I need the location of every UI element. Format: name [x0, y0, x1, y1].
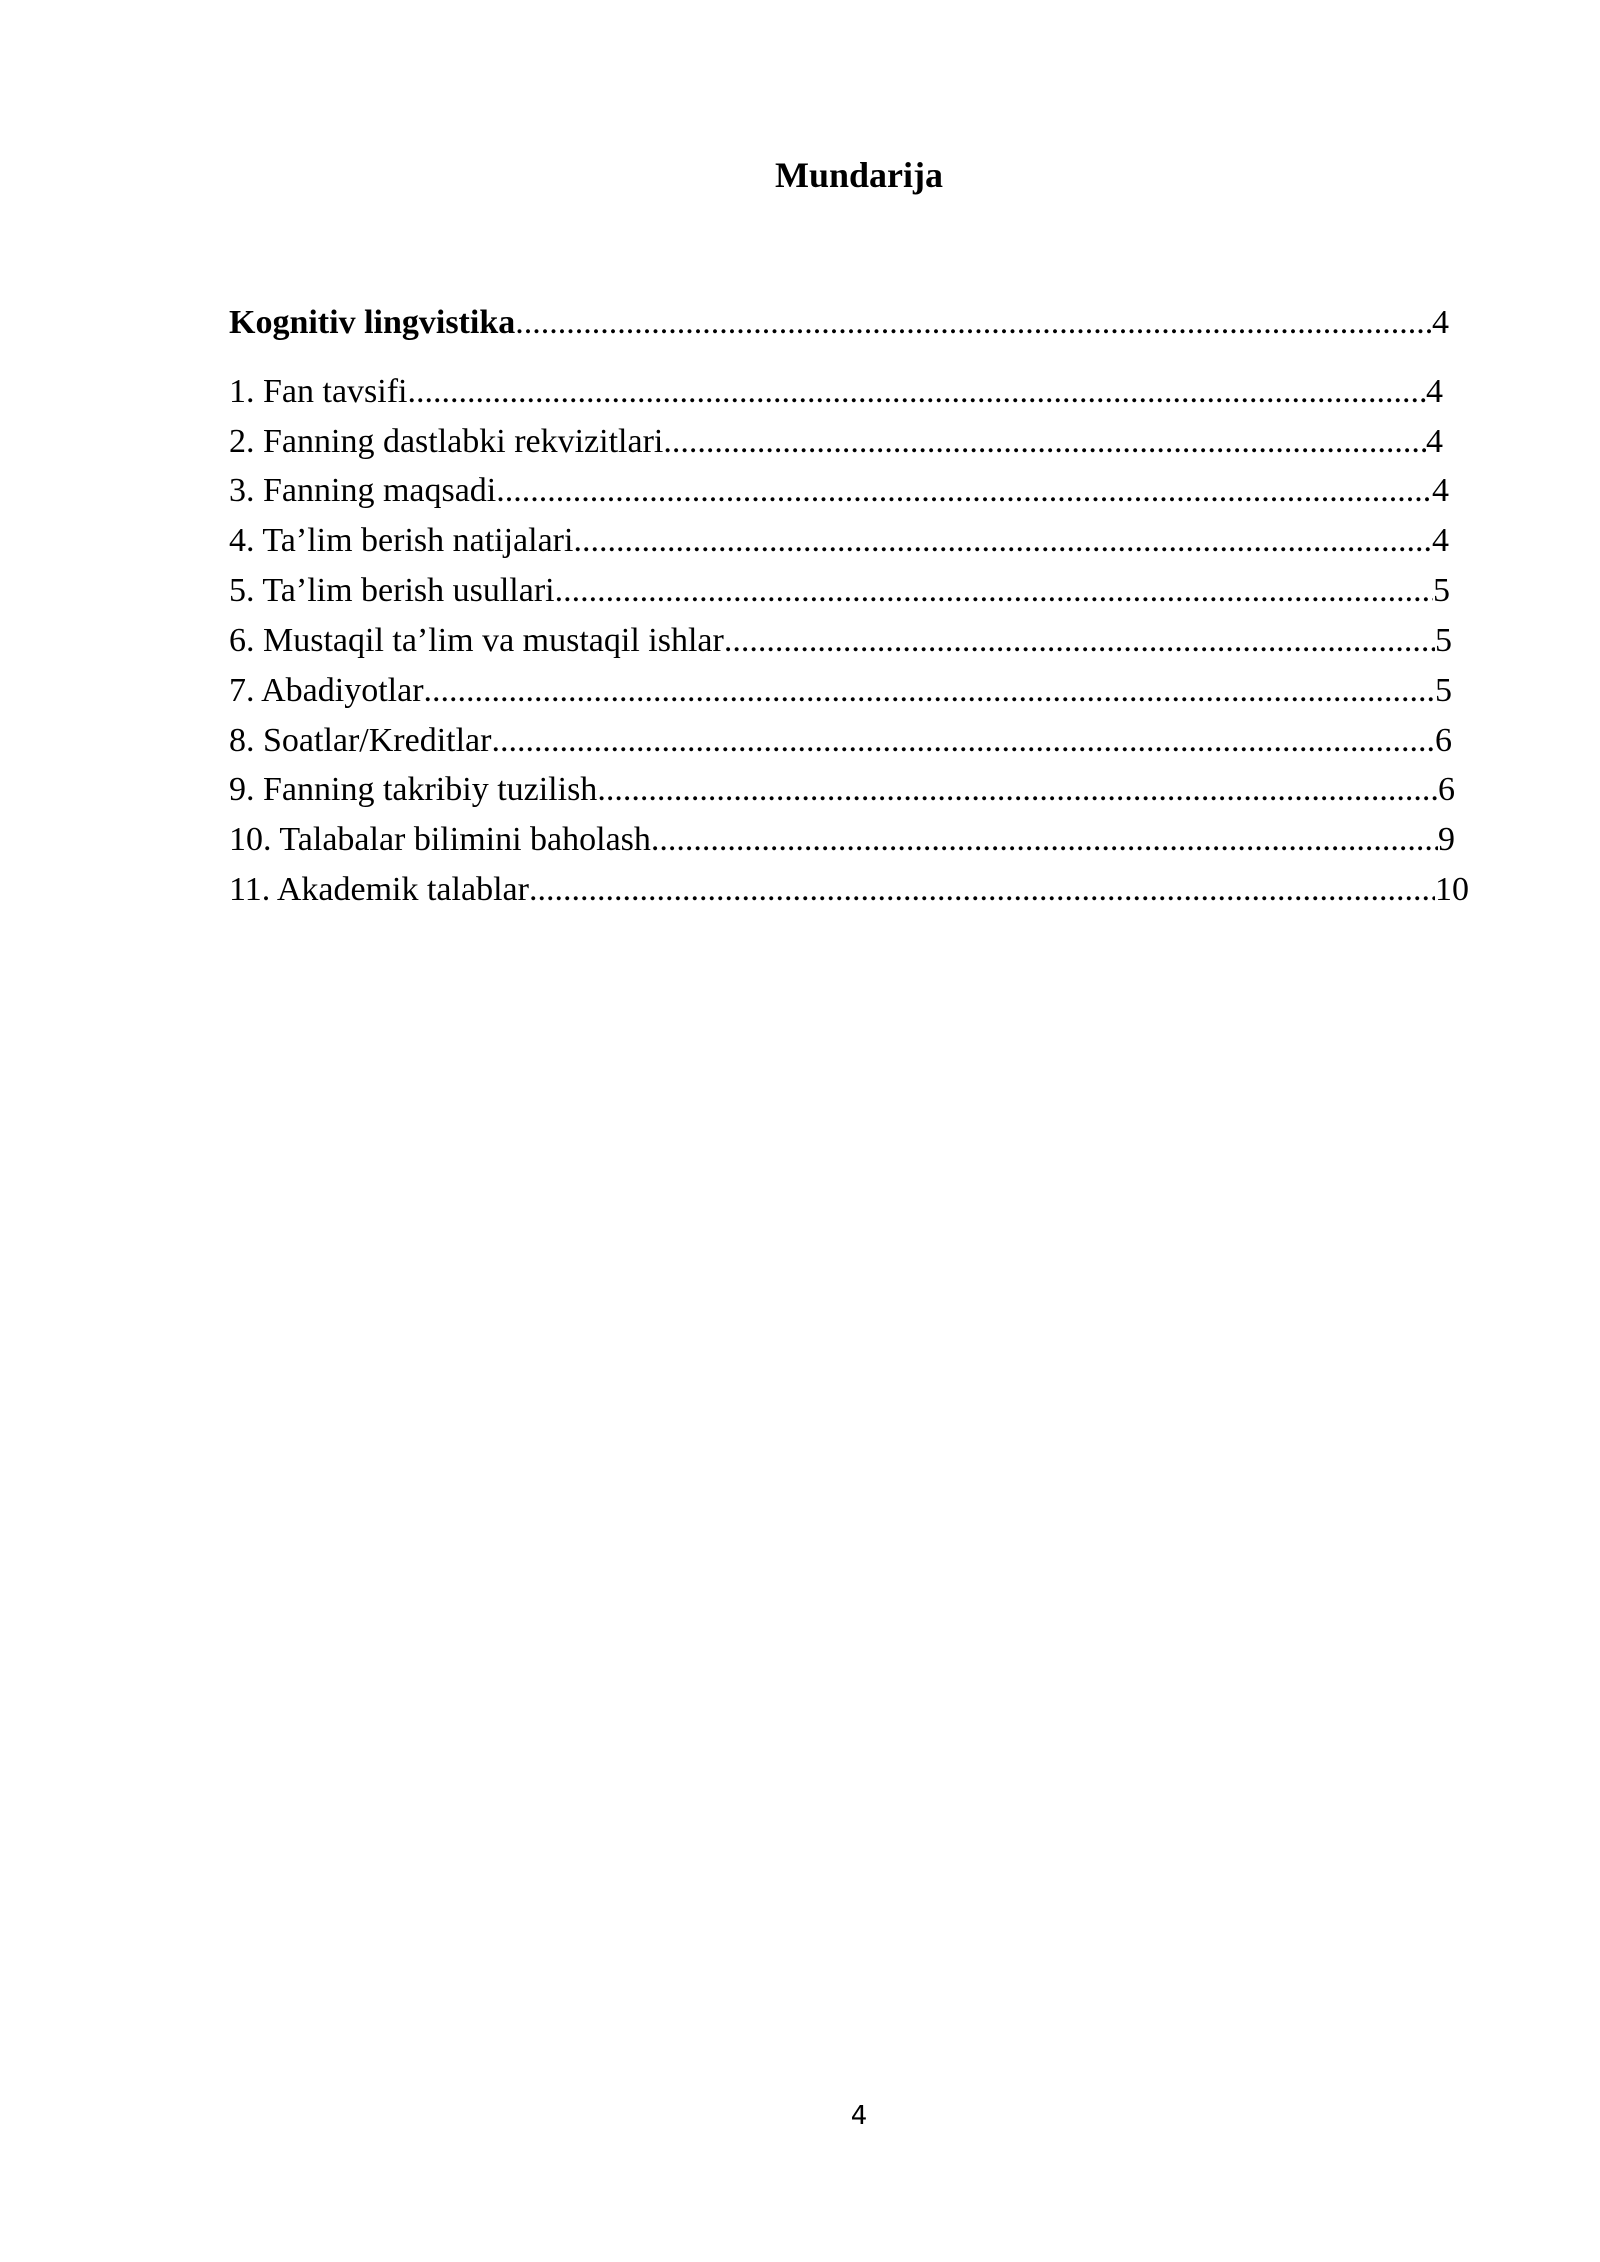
toc-item-page: 4 [1432, 472, 1449, 509]
toc-leader [597, 766, 1438, 814]
toc-item-page: 10 [1435, 871, 1469, 908]
toc-item [229, 567, 1450, 615]
toc-main-label: Kognitiv lingvistika [229, 304, 516, 341]
page-title: Mundarija [774, 155, 943, 195]
toc-leader [651, 816, 1438, 864]
toc-item [229, 467, 1449, 515]
toc-leader [424, 667, 1435, 715]
toc-leader [491, 717, 1435, 765]
toc-item [229, 368, 1443, 416]
toc-item-page: 4 [1432, 522, 1449, 559]
toc-item [229, 517, 1449, 565]
toc-item [229, 816, 1455, 864]
toc-item-page: 6 [1438, 771, 1455, 808]
toc-item-page: 5 [1435, 622, 1452, 659]
toc-item-label: 5. Ta’lim berish usullari [229, 572, 555, 609]
toc-item [229, 717, 1452, 765]
toc-item-page: 5 [1433, 572, 1450, 609]
toc-item-label: 10. Talabalar bilimini baholash [229, 821, 651, 858]
toc-item-page: 9 [1438, 821, 1455, 858]
toc-item-label: 11. Akademik talablar [229, 871, 529, 908]
toc-item-page: 4 [1426, 373, 1443, 410]
page-number: 4 [850, 2101, 868, 2131]
toc-main-page: 4 [1432, 304, 1449, 341]
toc-leader [555, 567, 1433, 615]
toc-main-entry [229, 299, 1449, 347]
toc-leader [573, 517, 1432, 565]
toc-item-label: 6. Mustaqil ta’lim va mustaqil ishlar [229, 622, 724, 659]
toc-item [229, 766, 1455, 814]
toc-item-page: 6 [1435, 722, 1452, 759]
toc-leader [496, 467, 1432, 515]
toc-item-label: 9. Fanning takribiy tuzilish [229, 771, 598, 808]
toc-leader [407, 368, 1426, 416]
toc-leader [663, 418, 1426, 466]
toc-leader [529, 866, 1435, 914]
toc-leader [724, 617, 1435, 665]
toc-item [229, 667, 1452, 715]
toc-item-label: 4. Ta’lim berish natijalari [229, 522, 574, 559]
toc-item-label: 3. Fanning maqsadi [229, 472, 497, 509]
toc-item-label: 7. Abadiyotlar [229, 672, 424, 709]
toc-item [229, 866, 1469, 914]
toc-item [229, 617, 1452, 665]
toc-item-label: 2. Fanning dastlabki rekvizitlari [229, 423, 664, 460]
toc-item-page: 4 [1426, 423, 1443, 460]
toc-item-page: 5 [1435, 672, 1452, 709]
toc-item-label: 1. Fan tavsifi [229, 373, 408, 410]
toc-leader [515, 299, 1432, 347]
toc-item [229, 418, 1443, 466]
toc-item-label: 8. Soatlar/Kreditlar [229, 722, 492, 759]
